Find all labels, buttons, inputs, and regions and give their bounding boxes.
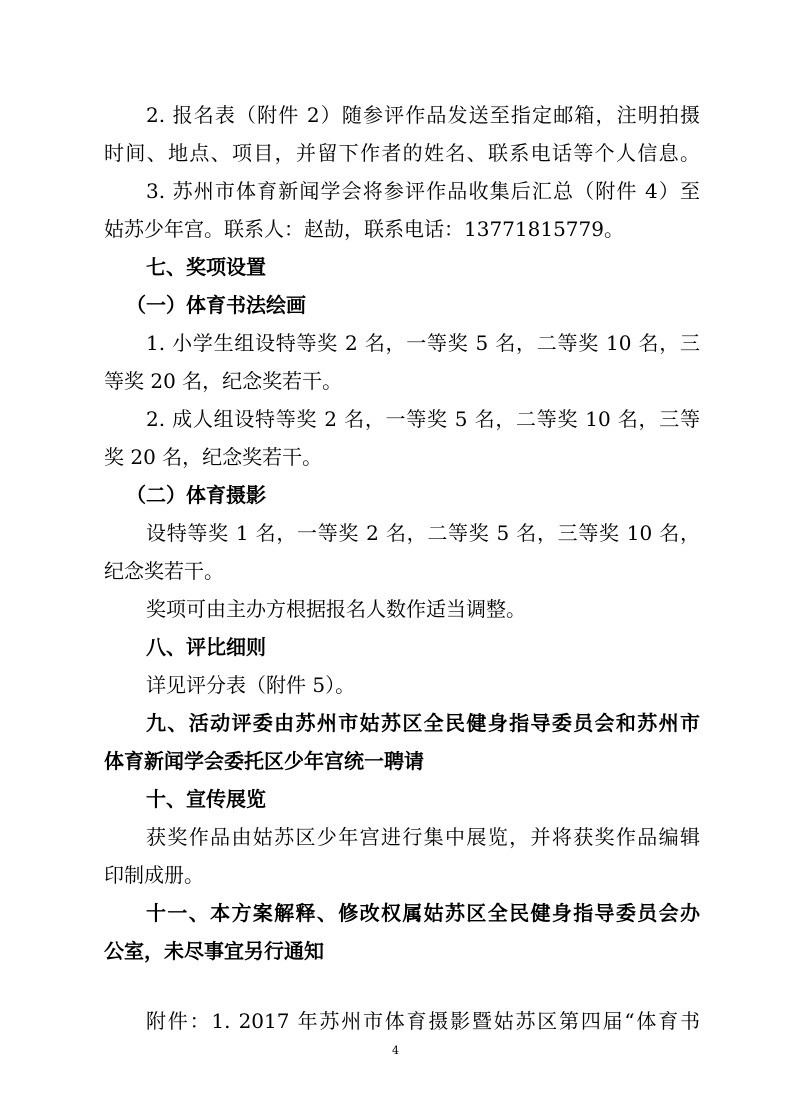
paragraph-line: 印制成册。 — [104, 863, 204, 887]
section-heading-continued: 体育新闻学会委托区少年宫统一聘请 — [104, 749, 424, 773]
subsection-heading: （二）体育摄影 — [126, 483, 266, 507]
paragraph-line: 设特等奖 1 名，一等奖 2 名，二等奖 5 名，三等奖 10 名， — [146, 521, 700, 545]
paragraph-line: 奖项可由主办方根据报名人数作适当调整。 — [146, 597, 526, 621]
section-heading: 七、奖项设置 — [146, 255, 266, 279]
subsection-heading: （一）体育书法绘画 — [126, 293, 306, 317]
paragraph-line: 3. 苏州市体育新闻学会将参评作品收集后汇总（附件 4）至 — [146, 179, 700, 203]
paragraph-line: 2. 报名表（附件 2）随参评作品发送至指定邮箱，注明拍摄 — [146, 103, 700, 127]
section-heading: 九、活动评委由苏州市姑苏区全民健身指导委员会和苏州市 — [146, 711, 700, 735]
paragraph-line: 1. 小学生组设特等奖 2 名，一等奖 5 名，二等奖 10 名，三 — [146, 331, 700, 355]
section-heading-continued: 公室，未尽事宜另行通知 — [104, 939, 324, 963]
paragraph-line: 2. 成人组设特等奖 2 名，一等奖 5 名，二等奖 10 名，三等 — [146, 407, 700, 431]
paragraph-line: 姑苏少年宫。联系人：赵劼，联系电话：13771815779。 — [104, 217, 624, 241]
paragraph-line: 详见评分表（附件 5）。 — [146, 673, 356, 697]
paragraph-line: 等奖 20 名，纪念奖若干。 — [104, 369, 343, 393]
section-heading: 八、评比细则 — [146, 635, 266, 659]
page-number: 4 — [392, 1044, 399, 1057]
section-heading: 十一、本方案解释、修改权属姑苏区全民健身指导委员会办 — [146, 901, 700, 925]
paragraph-line: 奖 20 名，纪念奖若干。 — [104, 445, 323, 469]
paragraph-line: 时间、地点、项目，并留下作者的姓名、联系电话等个人信息。 — [104, 141, 700, 165]
section-heading: 十、宣传展览 — [146, 787, 266, 811]
paragraph-line: 纪念奖若干。 — [104, 559, 224, 583]
attachment-line: 附件：1. 2017 年苏州市体育摄影暨姑苏区第四届“体育书 — [146, 1009, 700, 1033]
paragraph-line: 获奖作品由姑苏区少年宫进行集中展览，并将获奖作品编辑 — [146, 825, 700, 849]
